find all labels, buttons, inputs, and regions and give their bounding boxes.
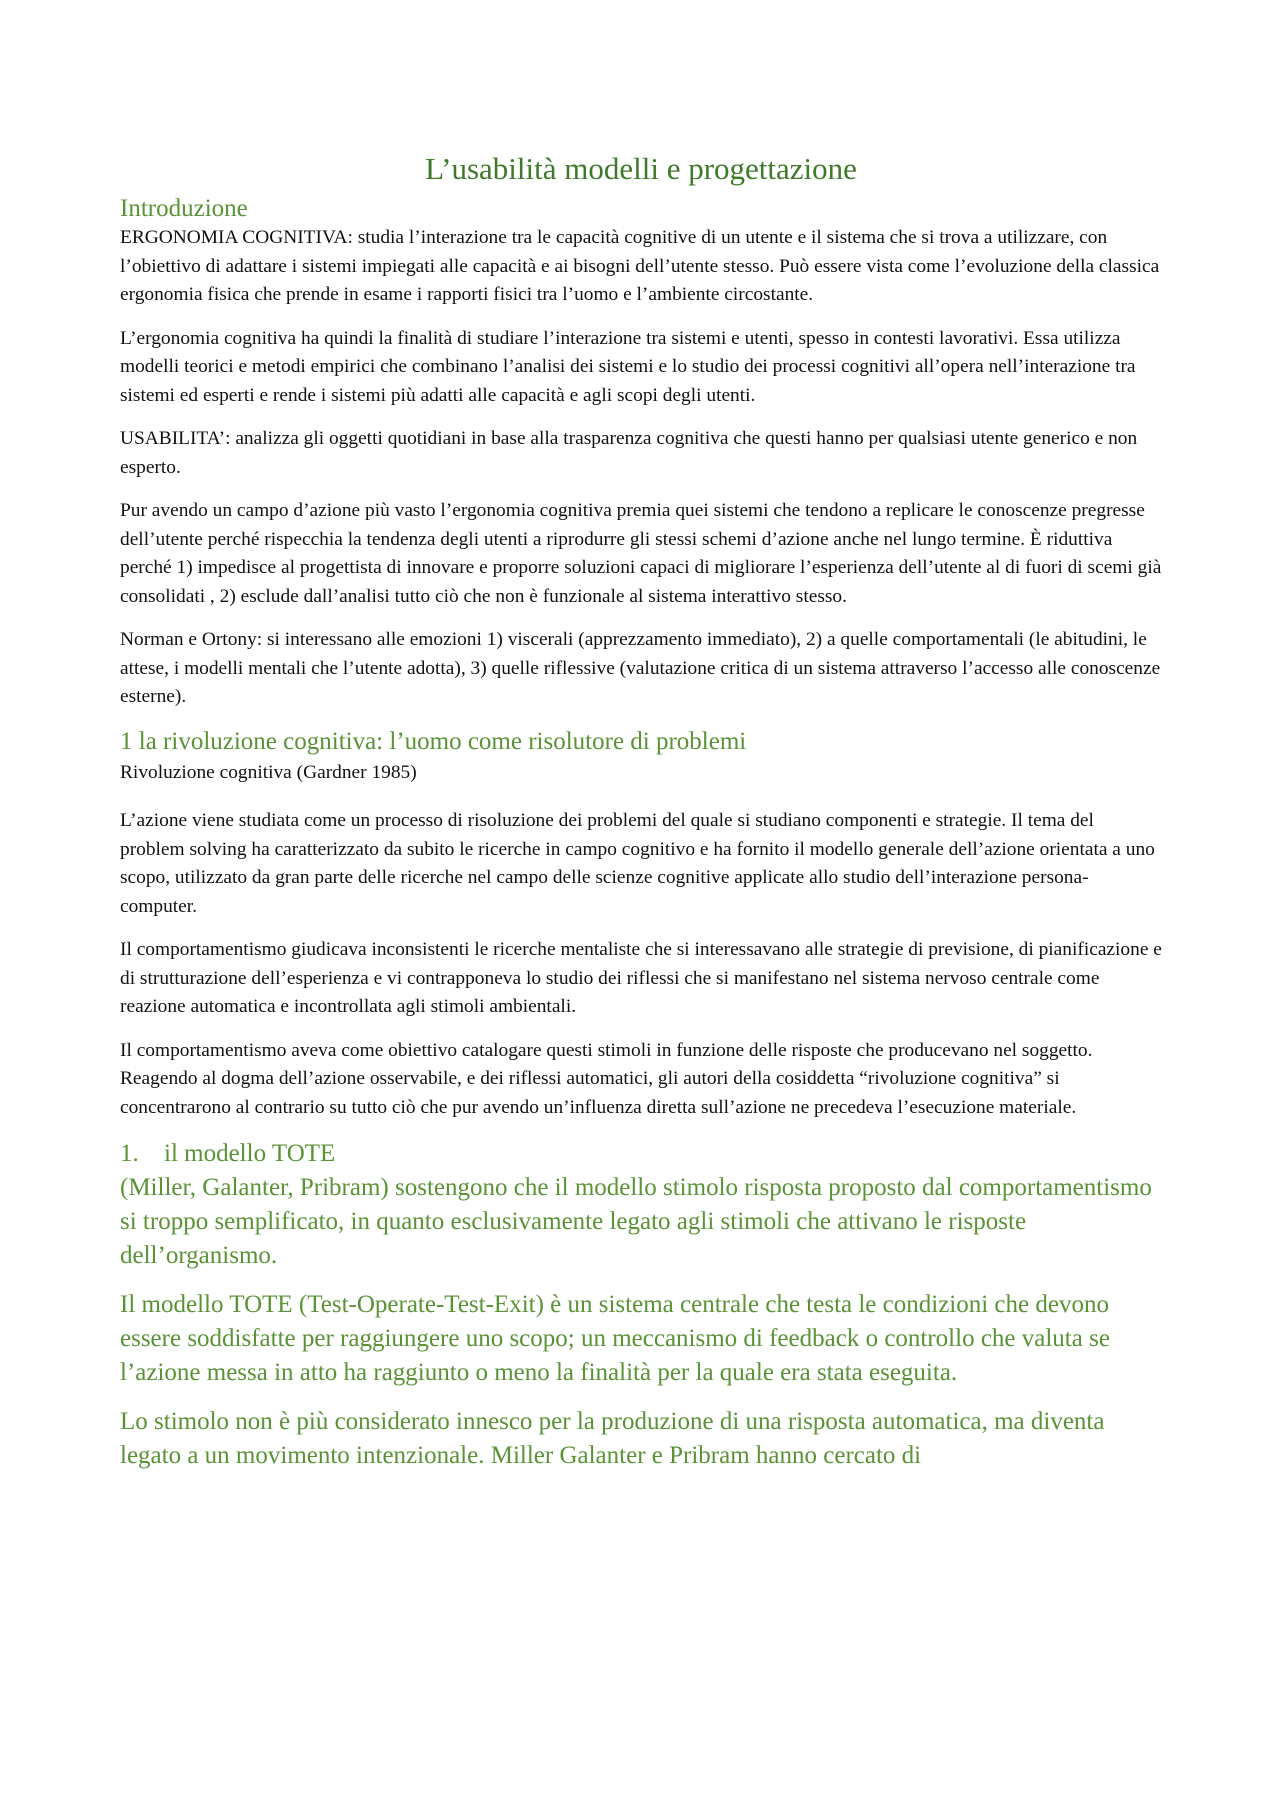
- section2-number: 1.: [120, 1140, 139, 1167]
- section1-paragraph: Il comportamentismo giudicava inconsistenti le ricerche mentaliste che si interessavano alle strategie di previsione, di pianificazione e di strutturazione dell’esperienza e vi contrapponeva lo studio dei riflessi che si manifestano nel sistema nervoso centrale come reazione automatica e incontrollata agli stimoli ambientali.: [120, 939, 1162, 1017]
- section2-heading: [120, 1137, 1162, 1171]
- section1-subheading: Rivoluzione cognitiva (Gardner 1985): [120, 761, 417, 783]
- section2-paragraph: (Miller, Galanter, Pribram) sostengono che il modello stimolo risposta proposto dal comportamentismo si troppo semplificato, in quanto esclusivamente legato agli stimoli che attivano le risposte dell’organismo.: [120, 1174, 1152, 1269]
- intro-paragraph: Pur avendo un campo d’azione più vasto l’ergonomia cognitiva premia quei sistemi che tendono a replicare le conoscenze pregresse dell’utente perché rispecchia la tendenza degli utenti a riprodurre gli stessi schemi d’azione anche nel lungo termine. È riduttiva perché 1) impedisce al progettista di innovare e proporre soluzioni capaci di migliorare l’esperienza dell’utente al di fuori di scemi già consolidati , 2) esclude dall’analisi tutto ciò che non è funzionale al sistema interattivo stesso.: [120, 500, 1162, 607]
- intro-heading: Introduzione: [120, 195, 248, 222]
- section1-heading: 1 la rivoluzione cognitiva: l’uomo come risolutore di problemi: [120, 727, 747, 755]
- section1-paragraph: L’azione viene studiata come un processo di risoluzione dei problemi del quale si studiano componenti e strategie. Il tema del problem solving ha caratterizzato da subito le ricerche in campo cognitivo e ha fornito il modello generale dell’azione orientata a uno scopo, utilizzato da gran parte delle ricerche nel campo delle scienze cognitive applicate allo studio dell’interazione persona-computer.: [120, 810, 1155, 917]
- intro-paragraph: L’ergonomia cognitiva ha quindi la finalità di studiare l’interazione tra sistemi e utenti, spesso in contesti lavorativi. Essa utilizza modelli teorici e metodi empirici che combinano l’analisi dei sistemi e lo studio dei processi cognitivi all’opera nell’interazione tra sistemi ed esperti e rende i sistemi più adatti alle capacità e agli scopi degli utenti.: [120, 327, 1136, 406]
- section2-title: il modello TOTE: [164, 1140, 336, 1167]
- intro-paragraph: USABILITA’: analizza gli oggetti quotidiani in base alla trasparenza cognitiva che questi hanno per qualsiasi utente generico e non esperto.: [120, 428, 1138, 478]
- section2-paragraph: Il modello TOTE (Test-Operate-Test-Exit) è un sistema centrale che testa le condizioni che devono essere soddisfatte per raggiungere uno scopo; un meccanismo di feedback o controllo che valuta se l’azione messa in atto ha raggiunto o meno la finalità per la quale era stata eseguita.: [120, 1291, 1110, 1386]
- section1-paragraph: Il comportamentismo aveva come obiettivo catalogare questi stimoli in funzione delle risposte che producevano nel soggetto. Reagendo al dogma dell’azione osservabile, e dei riflessi automatici, gli autori della cosiddetta “rivoluzione cognitiva” si concentrarono al contrario su tutto ciò che pur avendo un’influenza diretta sull’azione ne precedeva l’esecuzione materiale.: [120, 1039, 1093, 1118]
- intro-paragraph: ERGONOMIA COGNITIVA: studia l’interazione tra le capacità cognitive di un utente e il sistema che si trova a utilizzare, con l’obiettivo di adattare i sistemi impiegati alle capacità e ai bisogni dell’utente stesso. Può essere vista come l’evoluzione della classica ergonomia fisica che prende in esame i rapporti fisici tra l’uomo e l’ambiente circostante.: [120, 227, 1160, 305]
- section2-paragraph: Lo stimolo non è più considerato innesco per la produzione di una risposta automatica, ma diventa legato a un movimento intenzionale. Miller Galanter e Pribram hanno cercato di: [120, 1408, 1105, 1469]
- document-title: L’usabilità modelli e progettazione: [425, 151, 857, 186]
- intro-paragraph: Norman e Ortony: si interessano alle emozioni 1) viscerali (apprezzamento immediato), 2) a quelle comportamentali (le abitudini, le attese, i modelli mentali che l’utente adotta), 3) quelle riflessive (valutazione critica di un sistema attraverso l’accesso alle conoscenze esterne).: [120, 629, 1161, 707]
